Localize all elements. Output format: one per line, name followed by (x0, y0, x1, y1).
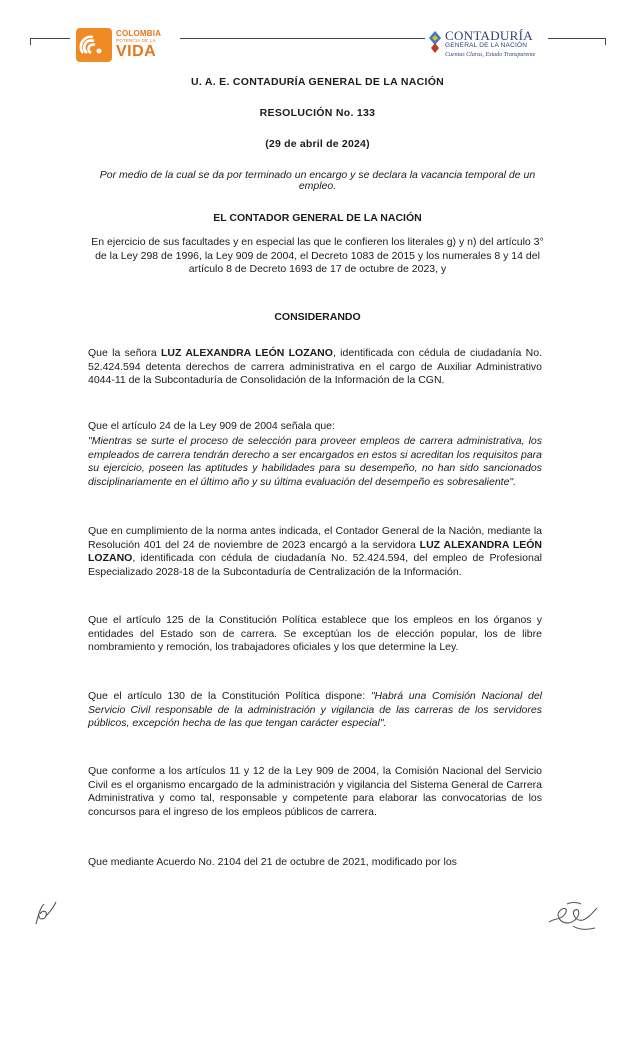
paragraph-5-quote: "Habrá una Comisión Nacional del Servicio Civil responsable de la administración y vigilancia de las carreras de los servidores públicos, excepción hecha de las que tengan carácter especial". (88, 690, 542, 730)
employee-name: LUZ ALEXANDRA LEÓN LOZANO (161, 347, 333, 359)
paragraph-3-end: , identificada con cédula de ciudadanía No. 52.424.594, del empleo de Profesional Especializado 2028-18 de la Subcontaduría de Centralización de la Información. (88, 552, 542, 578)
header-rule-right (548, 38, 606, 39)
employee-name: LUZ ALEXANDRA LEÓN LOZANO (88, 538, 542, 565)
right-initials-signature (545, 898, 603, 938)
paragraph-4: Que el artículo 125 de la Constitución Política establece que los empleos en los órganos y entidades del Estado son de carrera. Se exceptúan los de elección popular, los de libre nombramiento y remoción, los trabajadores oficiales y los que determine la Ley. (88, 614, 542, 654)
logo-general-nacion-text: GENERAL DE LA NACIÓN (445, 42, 528, 49)
paragraph-6: Que conforme a los artículos 11 y 12 de la Ley 909 de 2004, la Comisión Nacional del Servicio Civil es el organismo encargado de la administración y vigilancia del Sistema General de Carrera Administrativa y como tal, responsable y competente para elaborar las convocatorias de los concursos para el ingreso de los empleos públicos de carrera. (88, 765, 542, 818)
cgn-emblem-icon (428, 31, 442, 53)
authority-heading: EL CONTADOR GENERAL DE LA NACIÓN (213, 212, 422, 224)
entity-heading: U. A. E. CONTADURÍA GENERAL DE LA NACIÓN (190, 76, 445, 88)
paragraph-1 (88, 347, 542, 388)
contaduria-logo (428, 28, 546, 64)
resolution-number: RESOLUCIÓN No. 133 (259, 107, 376, 119)
left-initials-signature (30, 898, 60, 928)
logo-vida-text: VIDA (116, 43, 157, 60)
paragraph-3 (88, 525, 542, 579)
header-rule-middle (180, 38, 425, 39)
logo-contaduria-text: CONTADURÍA (445, 28, 533, 43)
paragraph-2-quote: "Mientras se surte el proceso de selección para proveer empleos de carrera administrativa, los empleados de carrera tendrán derecho a ser encargados en estos si acreditan los requisitos para su ejercicio, poseen las aptitudes y habilidades para su desempeño, no han sido sancionados disciplinariamente en el último año y su última evaluación del desempeño es sobresaliente". (88, 435, 542, 488)
header-rule-left-tick (30, 38, 31, 45)
colombia-badge-icon (76, 28, 112, 62)
faculties-paragraph: En ejercicio de sus facultades y en especial las que le confieren los literales g) y n) del artículo 3° de la Ley 298 de 1996, la Ley 909 de 2004, el Decreto 1083 de 2015 y los numerales 8 y 14 del artículo 8 de Decreto 1693 de 17 de octubre de 2023, y (91, 236, 544, 276)
logo-slogan-text: Cuentas Claras, Estado Transparente (445, 52, 536, 58)
header-rule-right-tick (605, 38, 606, 45)
paragraph-5-start: Que el artículo 130 de la Constitución Política dispone: (88, 690, 371, 702)
paragraph-7: Que mediante Acuerdo No. 2104 del 21 de octubre de 2021, modificado por los (88, 856, 457, 868)
resolution-date: (29 de abril de 2024) (265, 138, 370, 150)
resolution-subject: Por medio de la cual se da por terminado un encargo y se declara la vacancia temporal de un empleo. (99, 169, 536, 192)
paragraph-5 (88, 690, 542, 731)
considering-heading: CONSIDERANDO (274, 311, 361, 323)
colombia-potencia-logo (76, 28, 180, 62)
paragraph-1-end: , identificada con cédula de ciudadanía No. 52.424.594 detenta derechos de carrera administrativa en el cargo de Auxiliar Administrativo 4044-11 de la Subcontaduría de Consolidación de la Información de la CGN. (88, 347, 542, 387)
paragraph-1-start: Que la señora (88, 347, 162, 359)
header-rule-left (30, 38, 70, 39)
logo-colombia-text: COLOMBIA (116, 29, 162, 38)
paragraph-3-start: Que en cumplimiento de la norma antes indicada, el Contador General de la Nación, mediante la Resolución 401 del 24 de noviembre de 2023 encargó a la servidora (88, 525, 542, 551)
paragraph-2: Que el artículo 24 de la Ley 909 de 2004 señala que: (88, 420, 335, 432)
logo-potencia-text: POTENCIA DE LA (116, 38, 156, 43)
